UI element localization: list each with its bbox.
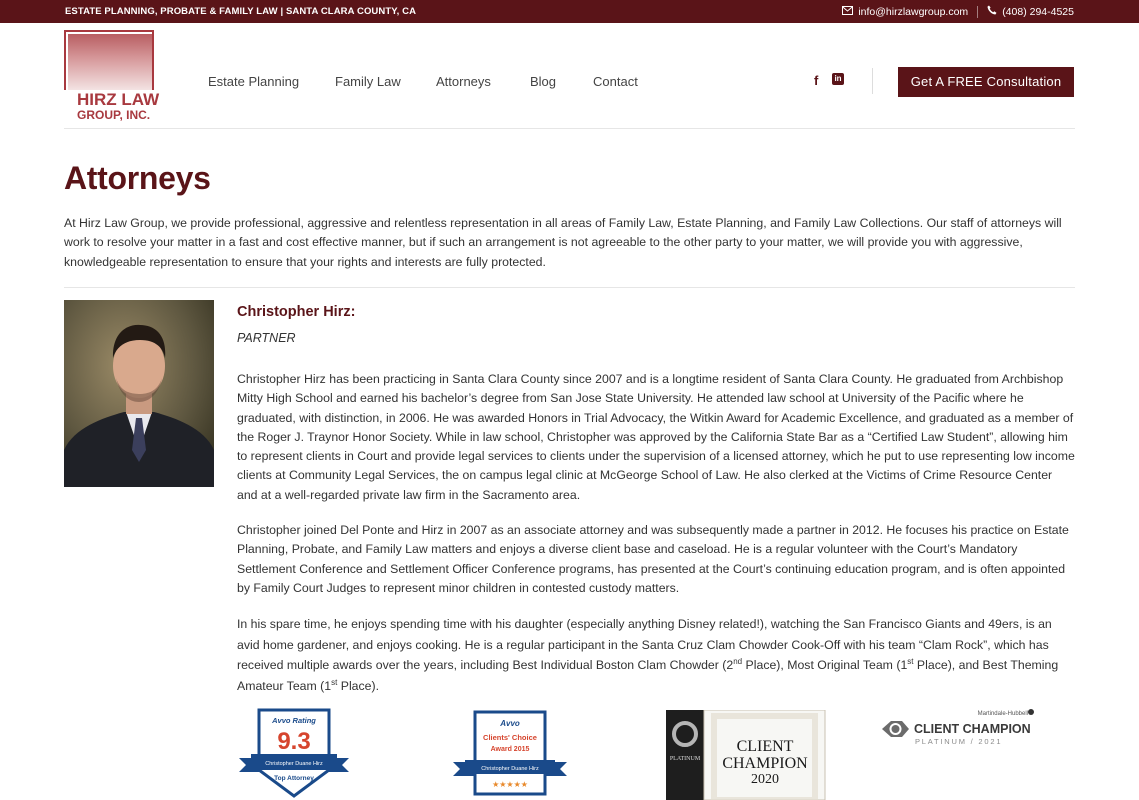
bio-paragraph-3: In his spare time, he enjoys spending time with his daughter (especially anything Disney related!), watching the San Francisco Giants and 49ers, is an avid home gardener, and enjoys cooking. He is a regular participant in the Santa Cruz Clam Chowder Cook-Off with his team “Clam Rock”, which has received multiple awards over the years, including Best Individual Boston Clam Chowder (2nd Place), Most Original Team (1st Place), and Best Theming Amateur Team (1st Place).	[237, 617, 1059, 693]
phone-link[interactable]: (408) 294-4525	[1002, 5, 1074, 18]
svg-text:9.3: 9.3	[277, 728, 311, 755]
contact-info	[842, 5, 1074, 18]
top-bar	[0, 0, 1139, 23]
svg-text:CLIENT: CLIENT	[736, 738, 794, 755]
intro-text: At Hirz Law Group, we provide professional, aggressive and relentless representation in all areas of Family Law, Estate Planning, and Family Law Collections. Our staff of attorneys will work to resolve your matter in a fast and cost effective manner, but if such an arrangement is not agreeable to the other party to your matter, we will provide you with aggressive, knowledgeable representation to ensure that your rights and interests are fully protected.	[64, 216, 1062, 269]
divider	[872, 68, 873, 94]
svg-text:PLATINUM / 2021: PLATINUM / 2021	[915, 737, 1003, 746]
page-title: Attorneys	[64, 160, 211, 196]
svg-text:Top Attorney: Top Attorney	[274, 775, 314, 782]
logo-text: HIRZ LAW	[77, 90, 160, 109]
svg-text:Christopher Duane Hirz: Christopher Duane Hirz	[481, 766, 539, 772]
nav-item-attorneys[interactable]: Attorneys	[436, 74, 491, 89]
divider	[64, 287, 1075, 288]
svg-text:Clients' Choice: Clients' Choice	[483, 733, 537, 742]
avvo-rating-badge[interactable]	[237, 708, 351, 800]
nav-item-estate-planning[interactable]: Estate Planning	[208, 74, 300, 89]
phone-icon	[987, 5, 997, 18]
client-champion-2020-badge[interactable]	[666, 710, 826, 800]
divider	[64, 128, 1075, 129]
logo-subtext: GROUP, INC.	[77, 108, 151, 122]
facebook-icon[interactable]: f	[814, 73, 819, 88]
bio-paragraph-2: Christopher joined Del Ponte and Hirz in 2007 as an associate attorney and was subsequently made a partner in 2012. He focuses his practice on Estate Planning, Probate, and Family Law matters and enjoys a diverse client base and caseload. He is a regular volunteer with the Court’s Mandatory Settlement Conference and Settlement Officer Conference programs, has presented at the Court’s continuing education program, and is often appointed by Family Court Judges to represent minor children in contested custody matters.	[237, 523, 1069, 595]
nav-item-family-law[interactable]: Family Law	[335, 74, 401, 89]
bio-paragraph-1: Christopher Hirz has been practicing in Santa Clara County since 2007 and is a longtime resident of Santa Clara County. He graduated from Archbishop Mitty High School and earned his bachelor’s degree from San Jose State University. He attended law school at University of the Pacific where he graduated, with distinction, in 2006. He was awarded Honors in Trial Advocacy, the Witkin Award for Academic Excellence, and graduated as a member of the Roger J. Traynor Honor Society. While in law school, Christopher was approved by the California State Bar as a “Certified Law Student”, allowing him to represent clients in Court and provide legal services to clients under the supervision of a licensed attorney, which he put to use representing low income clients at Community Legal Services, the on campus legal clinic at McGeorge School of Law. He also clerked at the Victims of Crime Resource Center and at a well-regarded private law firm in the Sacramento area.	[237, 372, 1075, 502]
svg-text:Martindale-Hubbell: Martindale-Hubbell	[977, 711, 1028, 717]
free-consultation-button[interactable]: Get A FREE Consultation	[898, 67, 1074, 97]
logo[interactable]	[64, 30, 160, 122]
svg-text:Christopher Duane Hirz: Christopher Duane Hirz	[265, 761, 323, 767]
svg-text:Avvo: Avvo	[500, 719, 520, 728]
svg-text:Award 2015: Award 2015	[490, 746, 530, 753]
linkedin-icon[interactable]: in	[832, 73, 844, 85]
nav-item-blog[interactable]: Blog	[530, 74, 557, 89]
attorney-name: Christopher Hirz:	[237, 304, 356, 320]
tagline: ESTATE PLANNING, PROBATE & FAMILY LAW | SANTA CLARA COUNTY, CA	[65, 6, 417, 17]
nav-item-contact[interactable]: Contact	[593, 74, 638, 89]
mail-icon	[842, 6, 853, 18]
svg-text:★★★★★: ★★★★★	[492, 780, 528, 789]
svg-text:2020: 2020	[751, 772, 779, 787]
svg-text:Avvo Rating: Avvo Rating	[272, 716, 316, 725]
svg-text:CLIENT CHAMPION: CLIENT CHAMPION	[914, 722, 1031, 736]
client-champion-2021-badge[interactable]	[878, 706, 1038, 752]
svg-text:PLATINUM: PLATINUM	[669, 756, 701, 762]
svg-text:CHAMPION: CHAMPION	[722, 755, 808, 772]
attorney-role: PARTNER	[237, 331, 296, 345]
avvo-clients-choice-badge[interactable]	[451, 710, 569, 800]
email-link[interactable]: info@hirzlawgroup.com	[858, 5, 969, 18]
divider	[977, 6, 978, 18]
attorney-photo	[64, 300, 214, 487]
